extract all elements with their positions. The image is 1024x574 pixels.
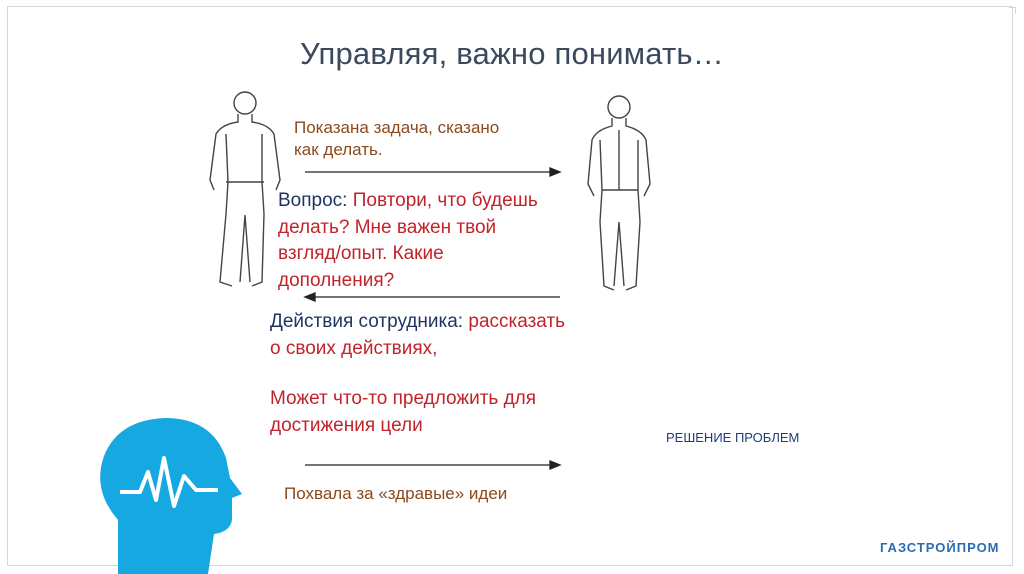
task-shown-text [294, 117, 499, 161]
suggest-text [270, 386, 536, 439]
person-right-icon [588, 96, 650, 290]
question-line-3: взгляд/опыт. Какие [278, 243, 444, 265]
question-label: Вопрос: [278, 190, 348, 211]
arrow-right-2 [305, 461, 560, 469]
slide-title: Управляя, важно понимать… [300, 36, 724, 71]
employee-actions-label: Действия сотрудника: [270, 311, 464, 332]
question-text [278, 188, 538, 294]
company-logo: ГАЗСТРОЙПРОМ [880, 540, 1000, 555]
employee-actions-line-1: рассказать [468, 311, 566, 332]
suggest-line-2: достижения цели [270, 414, 423, 436]
question-line-1: Повтори, что будешь [352, 190, 538, 211]
praise-text [284, 483, 507, 505]
task-line-1: Показана задача, сказано [294, 118, 500, 137]
suggest-line-1: Может что-то предложить для [270, 388, 537, 409]
question-line-2: делать? Мне важен твой [278, 216, 497, 238]
task-line-2: как делать. [294, 140, 383, 160]
person-left-icon [210, 92, 280, 286]
employee-actions-line-2: о своих действиях, [270, 337, 438, 359]
employee-actions-text [270, 309, 565, 362]
question-line-4: дополнения? [278, 269, 395, 291]
head-pulse-icon [100, 418, 242, 574]
praise-line-1: Похвала за «здравые» идеи [284, 484, 508, 503]
solutions-label: РЕШЕНИЕ ПРОБЛЕМ [666, 430, 800, 445]
arrow-right-1 [305, 168, 560, 176]
